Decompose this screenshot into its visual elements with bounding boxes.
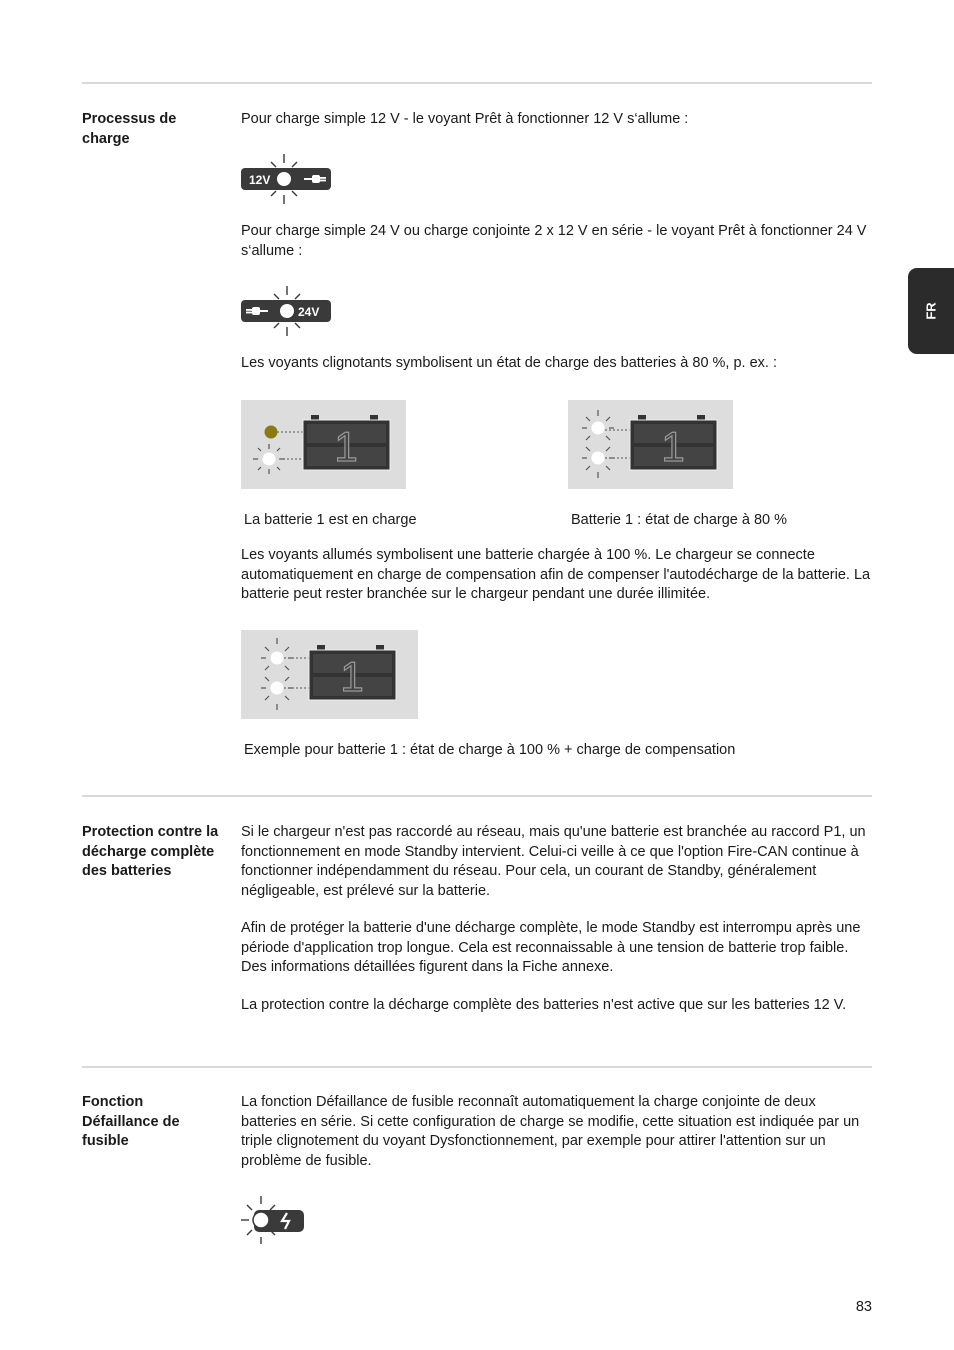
ready-12v-led-icon <box>240 153 334 210</box>
caption-charging: La batterie 1 est en charge <box>244 512 417 528</box>
svg-text:1: 1 <box>334 423 358 470</box>
section-title-processus: Processus de charge <box>82 111 177 147</box>
text-12v: Pour charge simple 12 V - le voyant Prêt à fonctionner 12 V s‘allume : <box>241 111 689 127</box>
section-divider <box>82 82 872 84</box>
protection-paragraph-3: La protection contre la décharge complète des batteries n'est active que sur les batteries 12 V. <box>241 997 847 1013</box>
protection-paragraph-2: Afin de protéger la batterie d'une décharge complète, le mode Standby est interrompu après une période d'application trop longue. Cela est reconnaissable à une tension de batterie trop faible. Des informations détaillées figurent dans la Fiche annexe. <box>241 920 861 975</box>
protection-paragraph-1: Si le chargeur n'est pas raccordé au réseau, mais qu'une batterie est branchée au raccord P1, un fonctionnement en mode Standby intervient. Celui-ci veille à ce que l'option Fire-CAN continue à fonctionner indépendamment du réseau. Pour cela, un courant de Standby, généralement négligeable, est prélevé sur la batterie. <box>241 824 866 899</box>
battery-100-figure <box>241 630 418 719</box>
battery-80-figure <box>568 400 733 489</box>
svg-text:24V: 24V <box>298 305 320 319</box>
page-number: 83 <box>855 1299 872 1315</box>
language-tab <box>908 268 954 354</box>
caption-100: Exemple pour batterie 1 : état de charge à 100 % + charge de compensation <box>244 742 736 758</box>
section-divider <box>82 1066 872 1068</box>
battery-charging-figure <box>241 400 406 489</box>
ready-24v-led-icon <box>240 285 334 342</box>
text-24v: Pour charge simple 24 V ou charge conjointe 2 x 12 V en série - le voyant Prêt à fonctionner 24 V s‘allume : <box>241 223 867 259</box>
fusible-paragraph-1: La fonction Défaillance de fusible reconnaît automatiquement la charge conjointe de deux batteries en série. Si cette configuration de charge se modifie, cette situation est indiquée par un triple clignotement du voyant Dysfonctionnement, par exemple pour attirer l'attention sur un problème de fusible. <box>241 1094 860 1169</box>
caption-80: Batterie 1 : état de charge à 80 % <box>571 512 788 528</box>
section-divider <box>82 795 872 797</box>
text-lit: Les voyants allumés symbolisent une batterie chargée à 100 %. Le chargeur se connecte automatiquement en charge de compensation afin de compenser l'autodécharge de la batterie. La batterie peut rester branchée sur le chargeur pendant une durée illimitée. <box>241 547 871 602</box>
section-title-fusible: Fonction Défaillance de fusible <box>82 1094 180 1149</box>
svg-text:12V: 12V <box>249 173 271 187</box>
svg-text:1: 1 <box>340 653 364 700</box>
language-tab-label: FR <box>923 302 939 320</box>
section-title-protection: Protection contre la décharge complète des batteries <box>82 824 219 879</box>
fault-led-icon <box>240 1195 308 1250</box>
text-blink: Les voyants clignotants symbolisent un état de charge des batteries à 80 %, p. ex. : <box>241 355 778 371</box>
svg-text:1: 1 <box>661 423 685 470</box>
